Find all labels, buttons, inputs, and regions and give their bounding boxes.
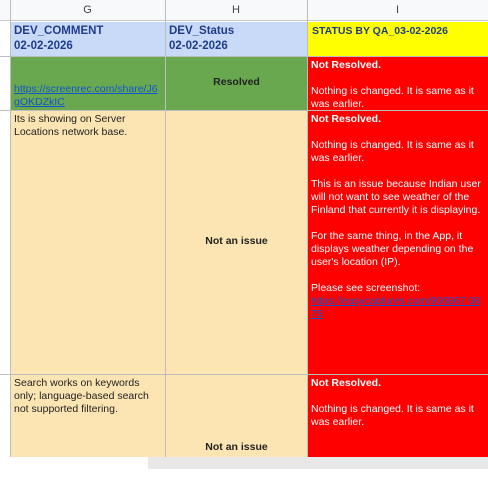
row2-comment-text: Its is showing on Server Locations network base. — [14, 113, 128, 138]
row2-status-cell[interactable] — [166, 111, 307, 374]
row2-status-text: Not an issue — [205, 235, 268, 247]
horizontal-scrollbar-thumb[interactable] — [148, 457, 488, 469]
row1-qa-body: Nothing is changed. It is same as it was earlier. — [311, 85, 474, 110]
row3-qa-title: Not Resolved. — [311, 377, 382, 389]
row1-comment-cell[interactable] — [11, 57, 165, 110]
row3-status-text: Not an issue — [205, 441, 268, 453]
row2-qa-cell[interactable] — [308, 111, 488, 374]
row2-qa-p4: Please see screenshot: — [311, 282, 421, 294]
row3-qa-body: Nothing is changed. It is same as it was earlier. — [311, 403, 474, 428]
row3-qa-cell[interactable] — [308, 375, 488, 457]
row3-status-cell[interactable] — [166, 375, 307, 457]
gridline — [10, 0, 11, 457]
row1-comment-link[interactable]: https://screenrec.com/share/J6gOKDZkIC — [14, 83, 158, 108]
gridline — [0, 374, 488, 375]
column-header-i[interactable]: I — [307, 0, 488, 21]
row2-qa-p2: This is an issue because Indian user will not want to see weather of the Finland that currently it is displaying. — [311, 178, 481, 216]
row3-comment-text: Search works on keywords only; language-based search not supported filtering. — [14, 377, 149, 415]
row2-qa-title: Not Resolved. — [311, 113, 382, 125]
row2-comment-cell[interactable] — [11, 111, 165, 374]
status-qa-header[interactable]: STATUS BY QA_03-02-2026 — [308, 22, 488, 56]
gridline — [307, 0, 308, 457]
row2-qa-link[interactable]: https://easycaptures.com/906867 0875 — [311, 295, 481, 320]
row2-qa-p3: For the same thing, in the App, it displays weather depending on the user's location (IP). — [311, 230, 474, 268]
dev-status-header[interactable]: DEV_Status 02-02-2026 — [166, 22, 307, 56]
row1-qa-text — [308, 57, 488, 110]
gridline — [0, 110, 488, 111]
row1-qa-cell[interactable] — [308, 57, 488, 110]
column-header-h[interactable]: H — [165, 0, 307, 21]
row1-status-cell[interactable] — [166, 57, 307, 110]
row1-status-text: Resolved — [213, 76, 260, 88]
row3-qa-text — [308, 375, 488, 431]
dev-comment-header[interactable]: DEV_COMMENT 02-02-2026 — [11, 22, 165, 56]
gridline — [0, 56, 488, 57]
row1-qa-title: Not Resolved. — [311, 59, 382, 71]
row2-qa-p1: Nothing is changed. It is same as it was earlier. — [311, 139, 474, 164]
gridline — [165, 0, 166, 457]
row3-comment-cell[interactable] — [11, 375, 165, 457]
column-header-g[interactable]: G — [10, 0, 165, 21]
column-header-gutter — [0, 0, 10, 21]
row2-qa-text — [308, 111, 488, 323]
